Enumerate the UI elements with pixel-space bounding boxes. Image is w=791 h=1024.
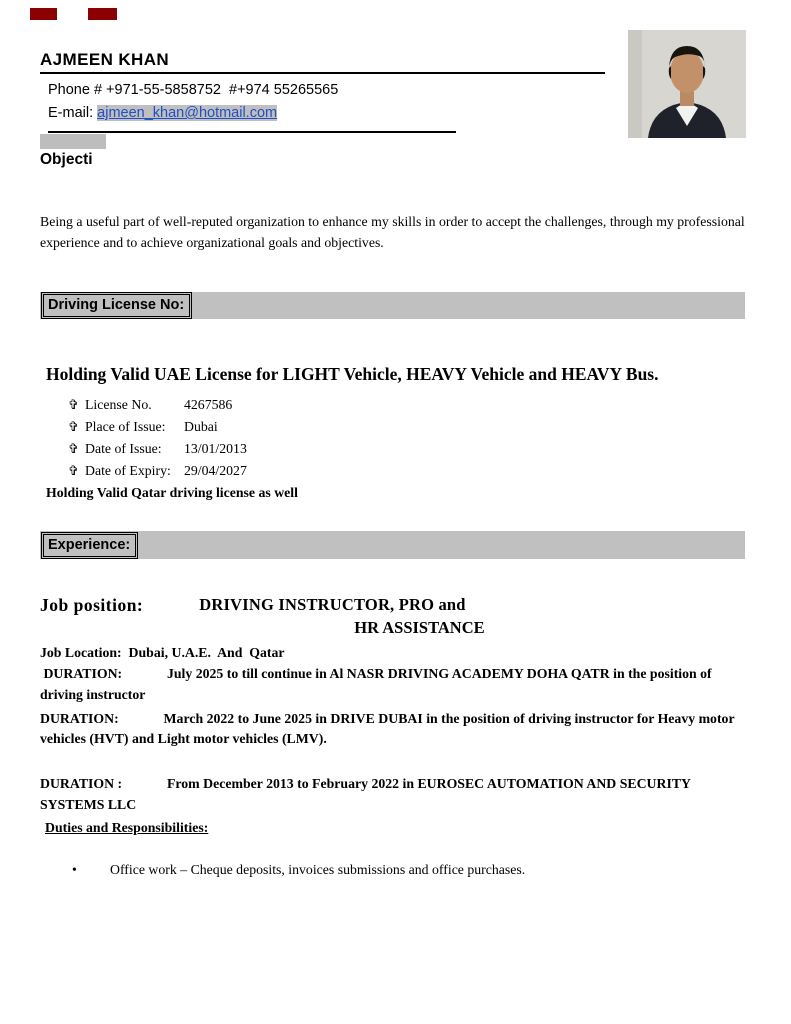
- bullet-icon: •: [72, 861, 77, 877]
- license-detail-list: [68, 394, 745, 482]
- list-item: [68, 438, 745, 460]
- section-bar-driving-license: [40, 292, 745, 319]
- job-position-lines: [199, 595, 484, 638]
- name-underline: [40, 50, 605, 74]
- license-field-value: 13/01/2013: [184, 441, 247, 457]
- list-item: [72, 862, 745, 878]
- license-field-value: 29/04/2027: [184, 463, 247, 479]
- license-field-label: License No.: [85, 397, 152, 413]
- duties-heading: Duties and Responsibilities:: [45, 819, 209, 835]
- duration-paragraph: DURATION : From December 2013 to February 2022 in EUROSEC AUTOMATION AND SECURITY SYSTEMS LLC: [40, 776, 694, 812]
- duty-text: Office work – Cheque deposits, invoices submissions and office purchases.: [110, 861, 526, 877]
- section-title-driving-license: Driving License No:: [43, 294, 190, 317]
- objective-paragraph: Being a useful part of well-reputed organization to enhance my skills in order to accept the challenges, through my professional experience and to achieve organizational goals and objectives.: [40, 214, 745, 251]
- cross-bullet-icon: ✞: [68, 397, 79, 413]
- selection-artifact: [40, 134, 106, 149]
- horizontal-rule: [48, 131, 456, 133]
- section-title-experience: Experience:: [43, 534, 136, 557]
- list-item: [68, 394, 745, 416]
- license-heading: Holding Valid UAE License for LIGHT Vehicle, HEAVY Vehicle and HEAVY Bus.: [46, 363, 659, 384]
- email-label: E-mail:: [48, 105, 98, 121]
- duration-paragraph: DURATION: July 2025 to till continue in Al NASR DRIVING ACADEMY DOHA QATR in the position of driving instructor: [40, 666, 716, 703]
- decorative-red-bar: [30, 8, 57, 20]
- job-position-title-line1: DRIVING INSTRUCTOR, PRO and: [199, 595, 466, 615]
- profile-photo: [628, 30, 746, 138]
- job-position-title-line2: HR ASSISTANCE: [354, 618, 485, 638]
- duration-paragraph: DURATION: March 2022 to June 2025 in DRIVE DUBAI in the position of driving instructor for Heavy motor vehicles (HVT) and Light motor vehicles (LMV).: [40, 710, 738, 747]
- section-bar-experience: [40, 531, 745, 559]
- list-item: [68, 416, 745, 438]
- license-field-value: Dubai: [184, 419, 218, 435]
- license-field-label: Date of Expiry:: [85, 463, 171, 479]
- license-field-value: 4267586: [184, 397, 233, 413]
- qatar-license-note: Holding Valid Qatar driving license as well: [46, 485, 298, 501]
- objective-heading: Objecti: [40, 151, 93, 168]
- job-location: Job Location: Dubai, U.A.E. And Qatar: [40, 645, 285, 661]
- email-link[interactable]: ajmeen_khan@hotmail.com: [97, 105, 278, 121]
- profile-photo-illustration: [628, 30, 746, 138]
- cross-bullet-icon: ✞: [68, 419, 79, 435]
- license-field-label: Place of Issue:: [85, 419, 166, 435]
- job-position-label: Job position:: [40, 595, 144, 616]
- candidate-name: AJMEEN KHAN: [40, 50, 170, 69]
- phone-line: Phone # +971-55-5858752 #+974 55265565: [48, 82, 339, 98]
- cross-bullet-icon: ✞: [68, 441, 79, 457]
- list-item: [68, 460, 745, 482]
- cross-bullet-icon: ✞: [68, 463, 79, 479]
- decorative-red-bar: [88, 8, 117, 20]
- job-position-block: [40, 595, 745, 638]
- license-field-label: Date of Issue:: [85, 441, 162, 457]
